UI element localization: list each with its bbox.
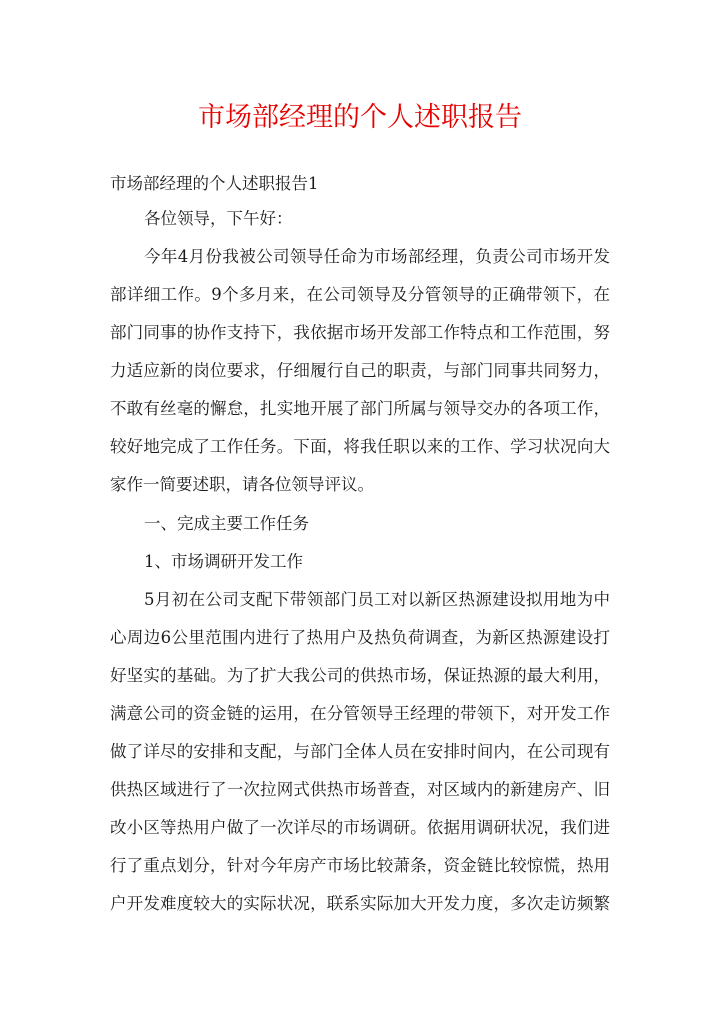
- paragraph-line: 行了重点划分，针对今年房产市场比较萧条，资金链比较惊慌，热用: [110, 856, 610, 875]
- paragraph-line: 做了详尽的安排和支配，与部门全体人员在安排时间内，在公司现有: [110, 742, 610, 761]
- paragraph-line: 力适应新的岗位要求，仔细履行自己的职责，与部门同事共同努力，: [110, 361, 610, 380]
- subsection-heading: 1、市场调研开发工作: [144, 552, 303, 571]
- paragraph-line: 改小区等热用户做了一次详尽的市场调研。依据用调研状况，我们进: [110, 818, 610, 837]
- section-heading: 市场部经理的个人述职报告1: [110, 174, 319, 193]
- paragraph-line: 家作一简要述职，请各位领导评议。: [110, 475, 374, 494]
- salutation: 各位领导，下午好：: [144, 209, 293, 228]
- paragraph-line: 5月初在公司支配下带领部门员工对以新区热源建设拟用地为中: [144, 590, 610, 609]
- paragraph-line: 较好地完成了工作任务。下面，将我任职以来的工作、学习状况向大: [110, 437, 610, 456]
- paragraph-line: 好坚实的基础。为了扩大我公司的供热市场，保证热源的最大利用，: [110, 666, 610, 685]
- paragraph-line: 不敢有丝毫的懈怠，扎实地开展了部门所属与领导交办的各项工作，: [110, 399, 610, 418]
- paragraph-line: 户开发难度较大的实际状况，联系实际加大开发力度，多次走访频繁: [110, 894, 610, 913]
- paragraph-line: 今年4月份我被公司领导任命为市场部经理，负责公司市场开发: [144, 247, 610, 266]
- paragraph-line: 供热区域进行了一次拉网式供热市场普查，对区域内的新建房产、旧: [110, 780, 610, 799]
- document-title: 市场部经理的个人述职报告: [198, 102, 522, 133]
- section-subheading: 一、完成主要工作任务: [144, 514, 309, 533]
- paragraph-line: 心周边6公里范围内进行了热用户及热负荷调查，为新区热源建设打: [110, 628, 610, 647]
- paragraph-line: 部详细工作。9个多月来，在公司领导及分管领导的正确带领下，在: [110, 285, 610, 304]
- paragraph-line: 部门同事的协作支持下，我依据市场开发部工作特点和工作范围，努: [110, 323, 610, 342]
- paragraph-line: 满意公司的资金链的运用，在分管领导王经理的带领下，对开发工作: [110, 704, 610, 723]
